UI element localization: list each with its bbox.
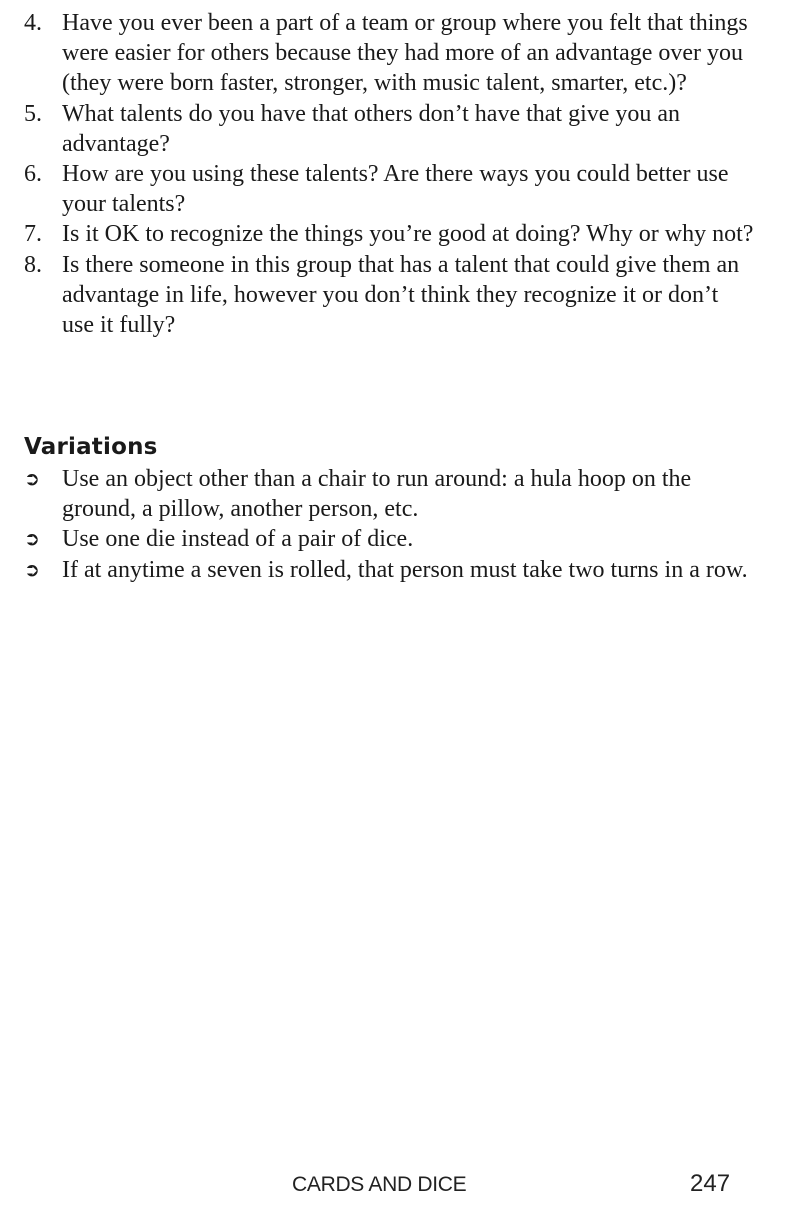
question-item	[24, 159, 754, 219]
variation-text: Use an object other than a chair to run around: a hula hoop on the ground, a pillow, another person, etc.	[62, 466, 692, 523]
discussion-questions-list	[24, 8, 754, 340]
variation-text: If at anytime a seven is rolled, that person must take two turns in a row.	[62, 556, 748, 583]
arrow-bullet-icon: ➲	[24, 528, 40, 551]
question-number: 7.	[24, 221, 42, 248]
question-number: 5.	[24, 100, 42, 127]
question-item	[24, 219, 754, 249]
question-text: Is it OK to recognize the things you’re good at doing? Why or why not?	[62, 221, 754, 248]
question-item	[24, 8, 754, 99]
arrow-bullet-icon: ➲	[24, 558, 40, 581]
question-text: Have you ever been a part of a team or group where you felt that things were easier for others because they had more of an advantage over you (they were born faster, stronger, with music talent, smarter, etc.)?	[62, 10, 748, 97]
page-number: 247	[690, 1170, 731, 1197]
variations-list	[24, 464, 754, 585]
variation-text: Use one die instead of a pair of dice.	[62, 526, 414, 553]
variation-item	[24, 524, 754, 554]
question-text: How are you using these talents? Are there ways you could better use your talents?	[62, 161, 729, 218]
question-number: 6.	[24, 161, 42, 188]
question-text: Is there someone in this group that has a talent that could give them an advantage in life, however you don’t think they recognize it or don’t use it fully?	[62, 251, 740, 339]
question-item	[24, 250, 754, 341]
question-number: 4.	[24, 10, 42, 36]
question-number: 8.	[24, 251, 42, 278]
arrow-bullet-icon: ➲	[24, 468, 40, 490]
variation-item	[24, 555, 754, 585]
question-item	[24, 99, 754, 159]
variation-item	[24, 464, 754, 524]
question-text: What talents do you have that others don’t have that give you an advantage?	[62, 100, 681, 157]
footer-section-title: CARDS AND DICE	[292, 1173, 467, 1196]
variations-heading: Variations	[24, 434, 158, 460]
